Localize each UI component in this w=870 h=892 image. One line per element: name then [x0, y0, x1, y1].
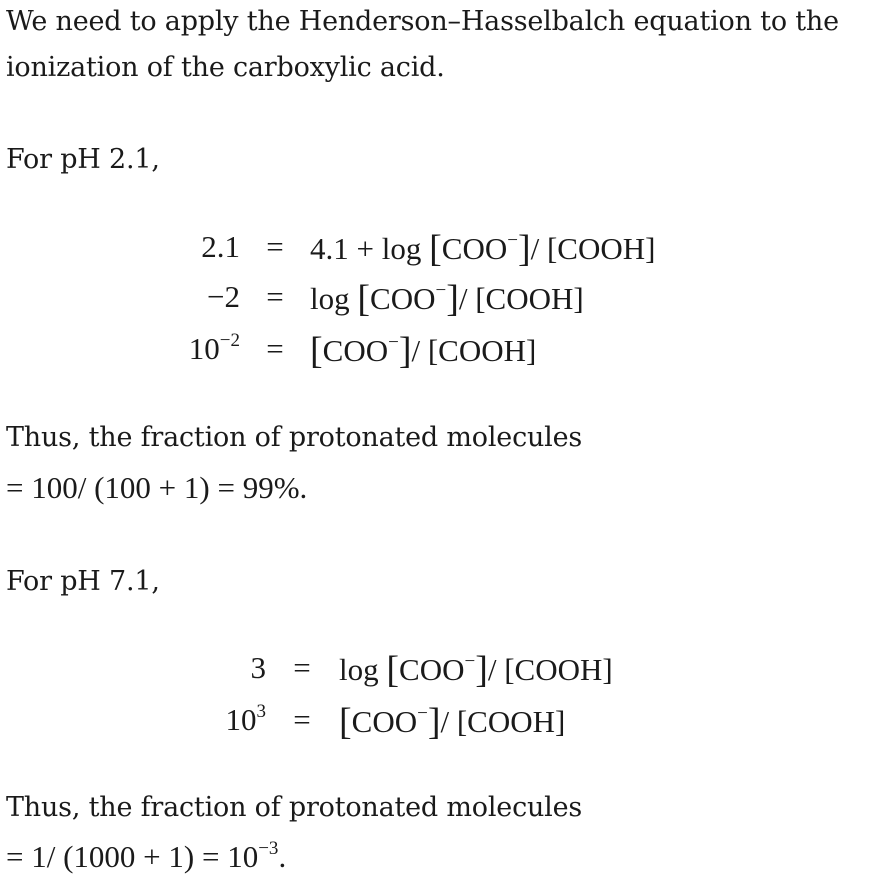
intro-line-1: We need to apply the Henderson–Hasselbalch equation to the	[6, 6, 839, 37]
equation-rhs: [COO−]/ [COOH]	[310, 330, 537, 372]
equation-lhs: $10^3$	[225, 701, 266, 737]
intro-line-2: ionization of the carboxylic acid.	[6, 52, 445, 83]
equals-sign: =	[266, 229, 284, 264]
section1-conclusion-line-2: = 100/ (100 + 1) = 99%.	[6, 470, 308, 505]
equals-sign: =	[293, 650, 311, 685]
section2-conclusion-line-1: Thus, the fraction of protonated molecules	[6, 792, 583, 823]
equation-lhs: $10^{-2}$	[188, 330, 240, 366]
equation-row	[0, 695, 870, 745]
equation-row	[0, 272, 870, 322]
section1-heading: For pH 2.1,	[6, 144, 160, 175]
equation-lhs: 2.1	[201, 229, 240, 264]
section2-heading: For pH 7.1,	[6, 566, 160, 597]
equation-lhs: 3	[250, 650, 266, 685]
equation-rhs: 4.1 + log [COO−]/ [COOH]	[310, 228, 656, 270]
equals-sign: =	[293, 702, 311, 737]
equals-sign: =	[266, 279, 284, 314]
equation-row	[0, 222, 870, 272]
equals-sign: =	[266, 331, 284, 366]
section1-conclusion-line-1: Thus, the fraction of protonated molecules	[6, 422, 583, 453]
equation-row	[0, 324, 870, 374]
equation-rhs: [COO−]/ [COOH]	[339, 701, 566, 743]
section2-conclusion-line-2: = 1/ $(1000 + 1) = 10^{-3}$.	[6, 838, 287, 874]
equation-row	[0, 643, 870, 693]
equation-rhs: log [COO−]/ [COOH]	[339, 649, 613, 691]
equation-rhs: log [COO−]/ [COOH]	[310, 278, 584, 320]
equation-lhs: −2	[207, 279, 240, 314]
